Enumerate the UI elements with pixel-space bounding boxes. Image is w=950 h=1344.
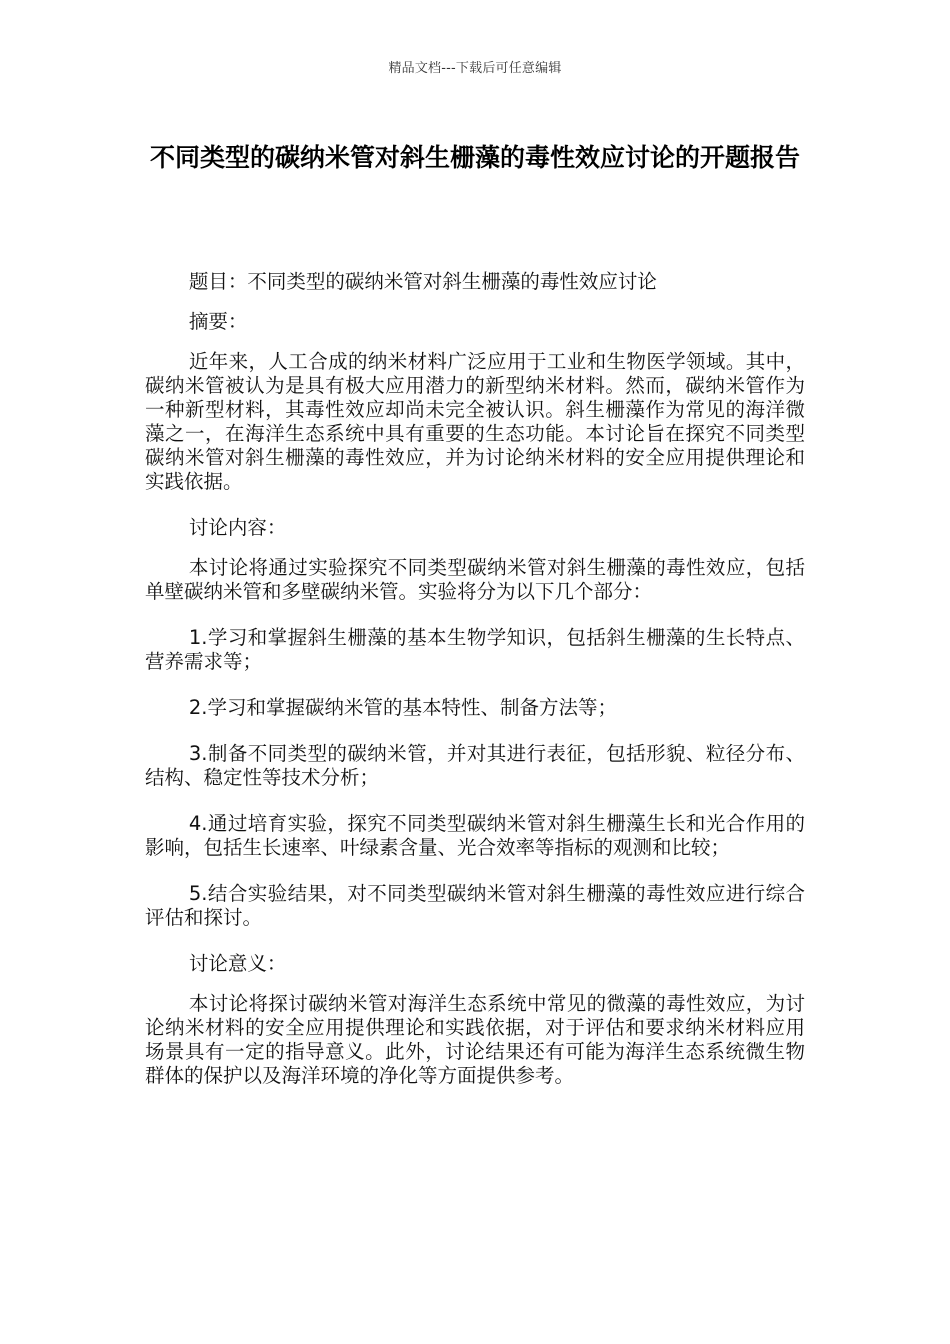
list-item: 5.结合实验结果，对不同类型碳纳米管对斜生栅藻的毒性效应进行综合评估和探讨。 — [145, 882, 805, 929]
content-intro-paragraph: 本讨论将通过实验探究不同类型碳纳米管对斜生栅藻的毒性效应，包括单壁碳纳米管和多壁碳纳米管。实验将分为以下几个部分： — [145, 556, 805, 603]
document-body — [145, 270, 805, 1110]
list-item: 1.学习和掌握斜生栅藻的基本生物学知识，包括斜生栅藻的生长特点、营养需求等； — [145, 626, 805, 673]
content-label: 讨论内容： — [188, 516, 287, 539]
document-title: 不同类型的碳纳米管对斜生栅藻的毒性效应讨论的开题报告 — [149, 143, 800, 172]
abstract-paragraph: 近年来，人工合成的纳米材料广泛应用于工业和生物医学领域。其中，碳纳米管被认为是具有极大应用潜力的新型纳米材料。然而，碳纳米管作为一种新型材料，其毒性效应却尚未完全被认识。斜生栅藻作为常见的海洋微藻之一，在海洋生态系统中具有重要的生态功能。本讨论旨在探究不同类型碳纳米管对斜生栅藻的毒性效应，并为讨论纳米材料的安全应用提供理论和实践依据。 — [145, 350, 805, 493]
list-item: 3.制备不同类型的碳纳米管，并对其进行表征，包括形貌、粒径分布、结构、稳定性等技术分析； — [145, 742, 805, 789]
list-item: 2.学习和掌握碳纳米管的基本特性、制备方法等； — [188, 696, 617, 719]
significance-label: 讨论意义： — [188, 952, 287, 975]
list-item: 4.通过培育实验，探究不同类型碳纳米管对斜生栅藻生长和光合作用的影响，包括生长速率、叶绿素含量、光合效率等指标的观测和比较； — [145, 812, 805, 859]
topic-line: 题目：不同类型的碳纳米管对斜生栅藻的毒性效应讨论 — [188, 270, 657, 293]
abstract-label: 摘要： — [188, 310, 248, 333]
header-note: 精品文档---下载后可任意编辑 — [388, 61, 562, 76]
significance-paragraph: 本讨论将探讨碳纳米管对海洋生态系统中常见的微藻的毒性效应，为讨论纳米材料的安全应用提供理论和实践依据，对于评估和要求纳米材料应用场景具有一定的指导意义。此外，讨论结果还有可能为海洋生态系统微生物群体的保护以及海洋环境的净化等方面提供参考。 — [145, 992, 805, 1087]
